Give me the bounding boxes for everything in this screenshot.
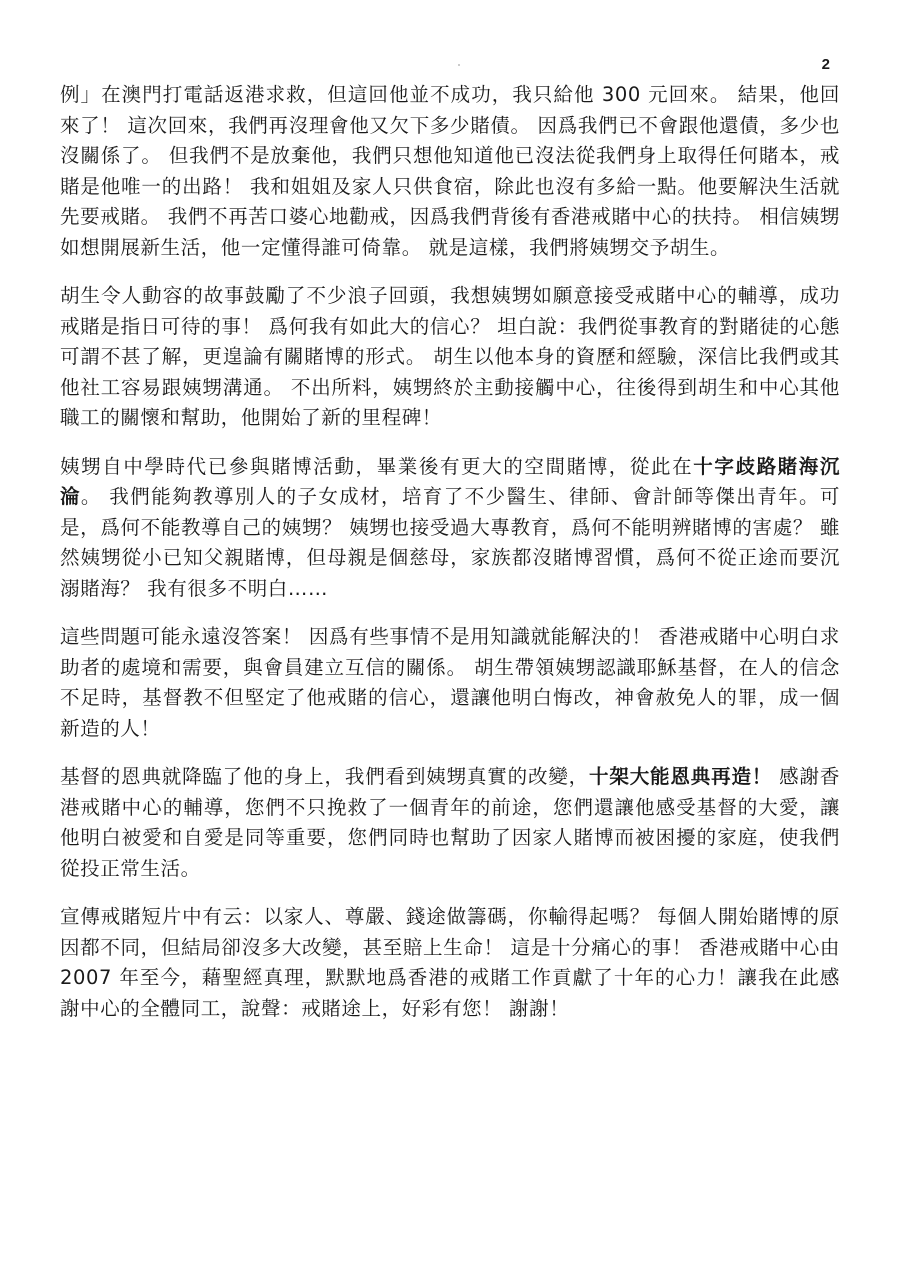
paragraph-4-text: 這些問題可能永遠沒答案！ 因爲有些事情不是用知識就能解決的！ 香港戒賭中心明白求助者的處境和需要，與會員建立互信的關係。 胡生帶領姨甥認識耶穌基督，在人的信念不足時，基督教不但堅定了他戒賭的信心，還讓他明白悔改，神會赦免人的罪，成一個新造的人！ [60,625,840,740]
paragraph-5-emphasis: 十架大能恩典再造！ [589,765,773,788]
letter-body [60,80,840,1042]
paragraph-1-text: 例」在澳門打電話返港求救，但這回他並不成功，我只給他 300 元回來。 結果，他回來了！ 這次回來，我們再沒理會他又欠下多少賭債。 因爲我們已不會跟他還債，多少也沒關係了。 但我們不是放棄他，我們只想他知道他已沒法從我們身上取得任何賭本，戒賭是他唯一的出路！ 我和姐姐及家人只供食宿，除此也沒有多給一點。他要解決生活就先要戒賭。 我們不再苦口婆心地勸戒，因爲我們背後有香港戒賭中心的扶持。 相信姨甥如想開展新生活，他一定懂得誰可倚靠。 就是這樣，我們將姨甥交予胡生。 [60,83,840,259]
paragraph-5 [60,762,840,884]
page-number: 2 [821,56,830,73]
paragraph-3 [60,452,840,605]
paragraph-1 [60,80,840,263]
paragraph-5-text-a: 基督的恩典就降臨了他的身上，我們看到姨甥真實的改變， [60,765,590,788]
paragraph-2-text: 胡生令人動容的故事鼓勵了不少浪子回頭，我想姨甥如願意接受戒賭中心的輔導，成功戒賭是指日可待的事！ 爲何我有如此大的信心？ 坦白說：我們從事教育的對賭徒的心態可謂不甚了解，更遑論有關賭博的形式。 胡生以他本身的資歷和經驗，深信比我們或其他社工容易跟姨甥溝通。 不出所料，姨甥終於主動接觸中心，往後得到胡生和中心其他職工的關懷和幫助，他開始了新的里程碑！ [60,284,840,429]
paragraph-6-text: 宣傳戒賭短片中有云：以家人、尊嚴、錢途做籌碼，你輸得起嗎？ 每個人開始賭博的原因都不同，但結局卻沒多大改變，甚至賠上生命！ 這是十分痛心的事！ 香港戒賭中心由 2007 年至今，藉聖經真理，默默地爲香港的戒賭工作貢獻了十年的心力！讓我在此感謝中心的全體同工，說聲：戒賭途上，好彩有您！ 謝謝！ [60,905,840,1020]
scan-artifact-dot [458,64,460,66]
paragraph-2 [60,281,840,434]
paragraph-3-text-b: 。 我們能夠教導別人的子女成材，培育了不少醫生、律師、會計師等傑出青年。可是，爲何不能教導自己的姨甥？ 姨甥也接受過大專教育，爲何不能明辨賭博的害處？ 雖然姨甥從小已知父親賭博，但母親是個慈母，家族都沒賭博習慣，爲何不從正途而要沉溺賭海？ 我有很多不明白…… [60,485,840,600]
paragraph-3-emphasis: 十字歧路賭海沉淪 [60,454,840,508]
paragraph-6 [60,902,840,1024]
paragraph-4 [60,622,840,744]
paragraph-5-text-b: 感謝香港戒賭中心的輔導，您們不只挽救了一個青年的前途，您們還讓他感受基督的大愛，讓他明白被愛和自愛是同等重要，您們同時也幫助了因家人賭博而被困擾的家庭，使我們從投正常生活。 [60,765,840,880]
paragraph-3-text-a: 姨甥自中學時代已參與賭博活動，畢業後有更大的空間賭博，從此在 [60,454,694,478]
